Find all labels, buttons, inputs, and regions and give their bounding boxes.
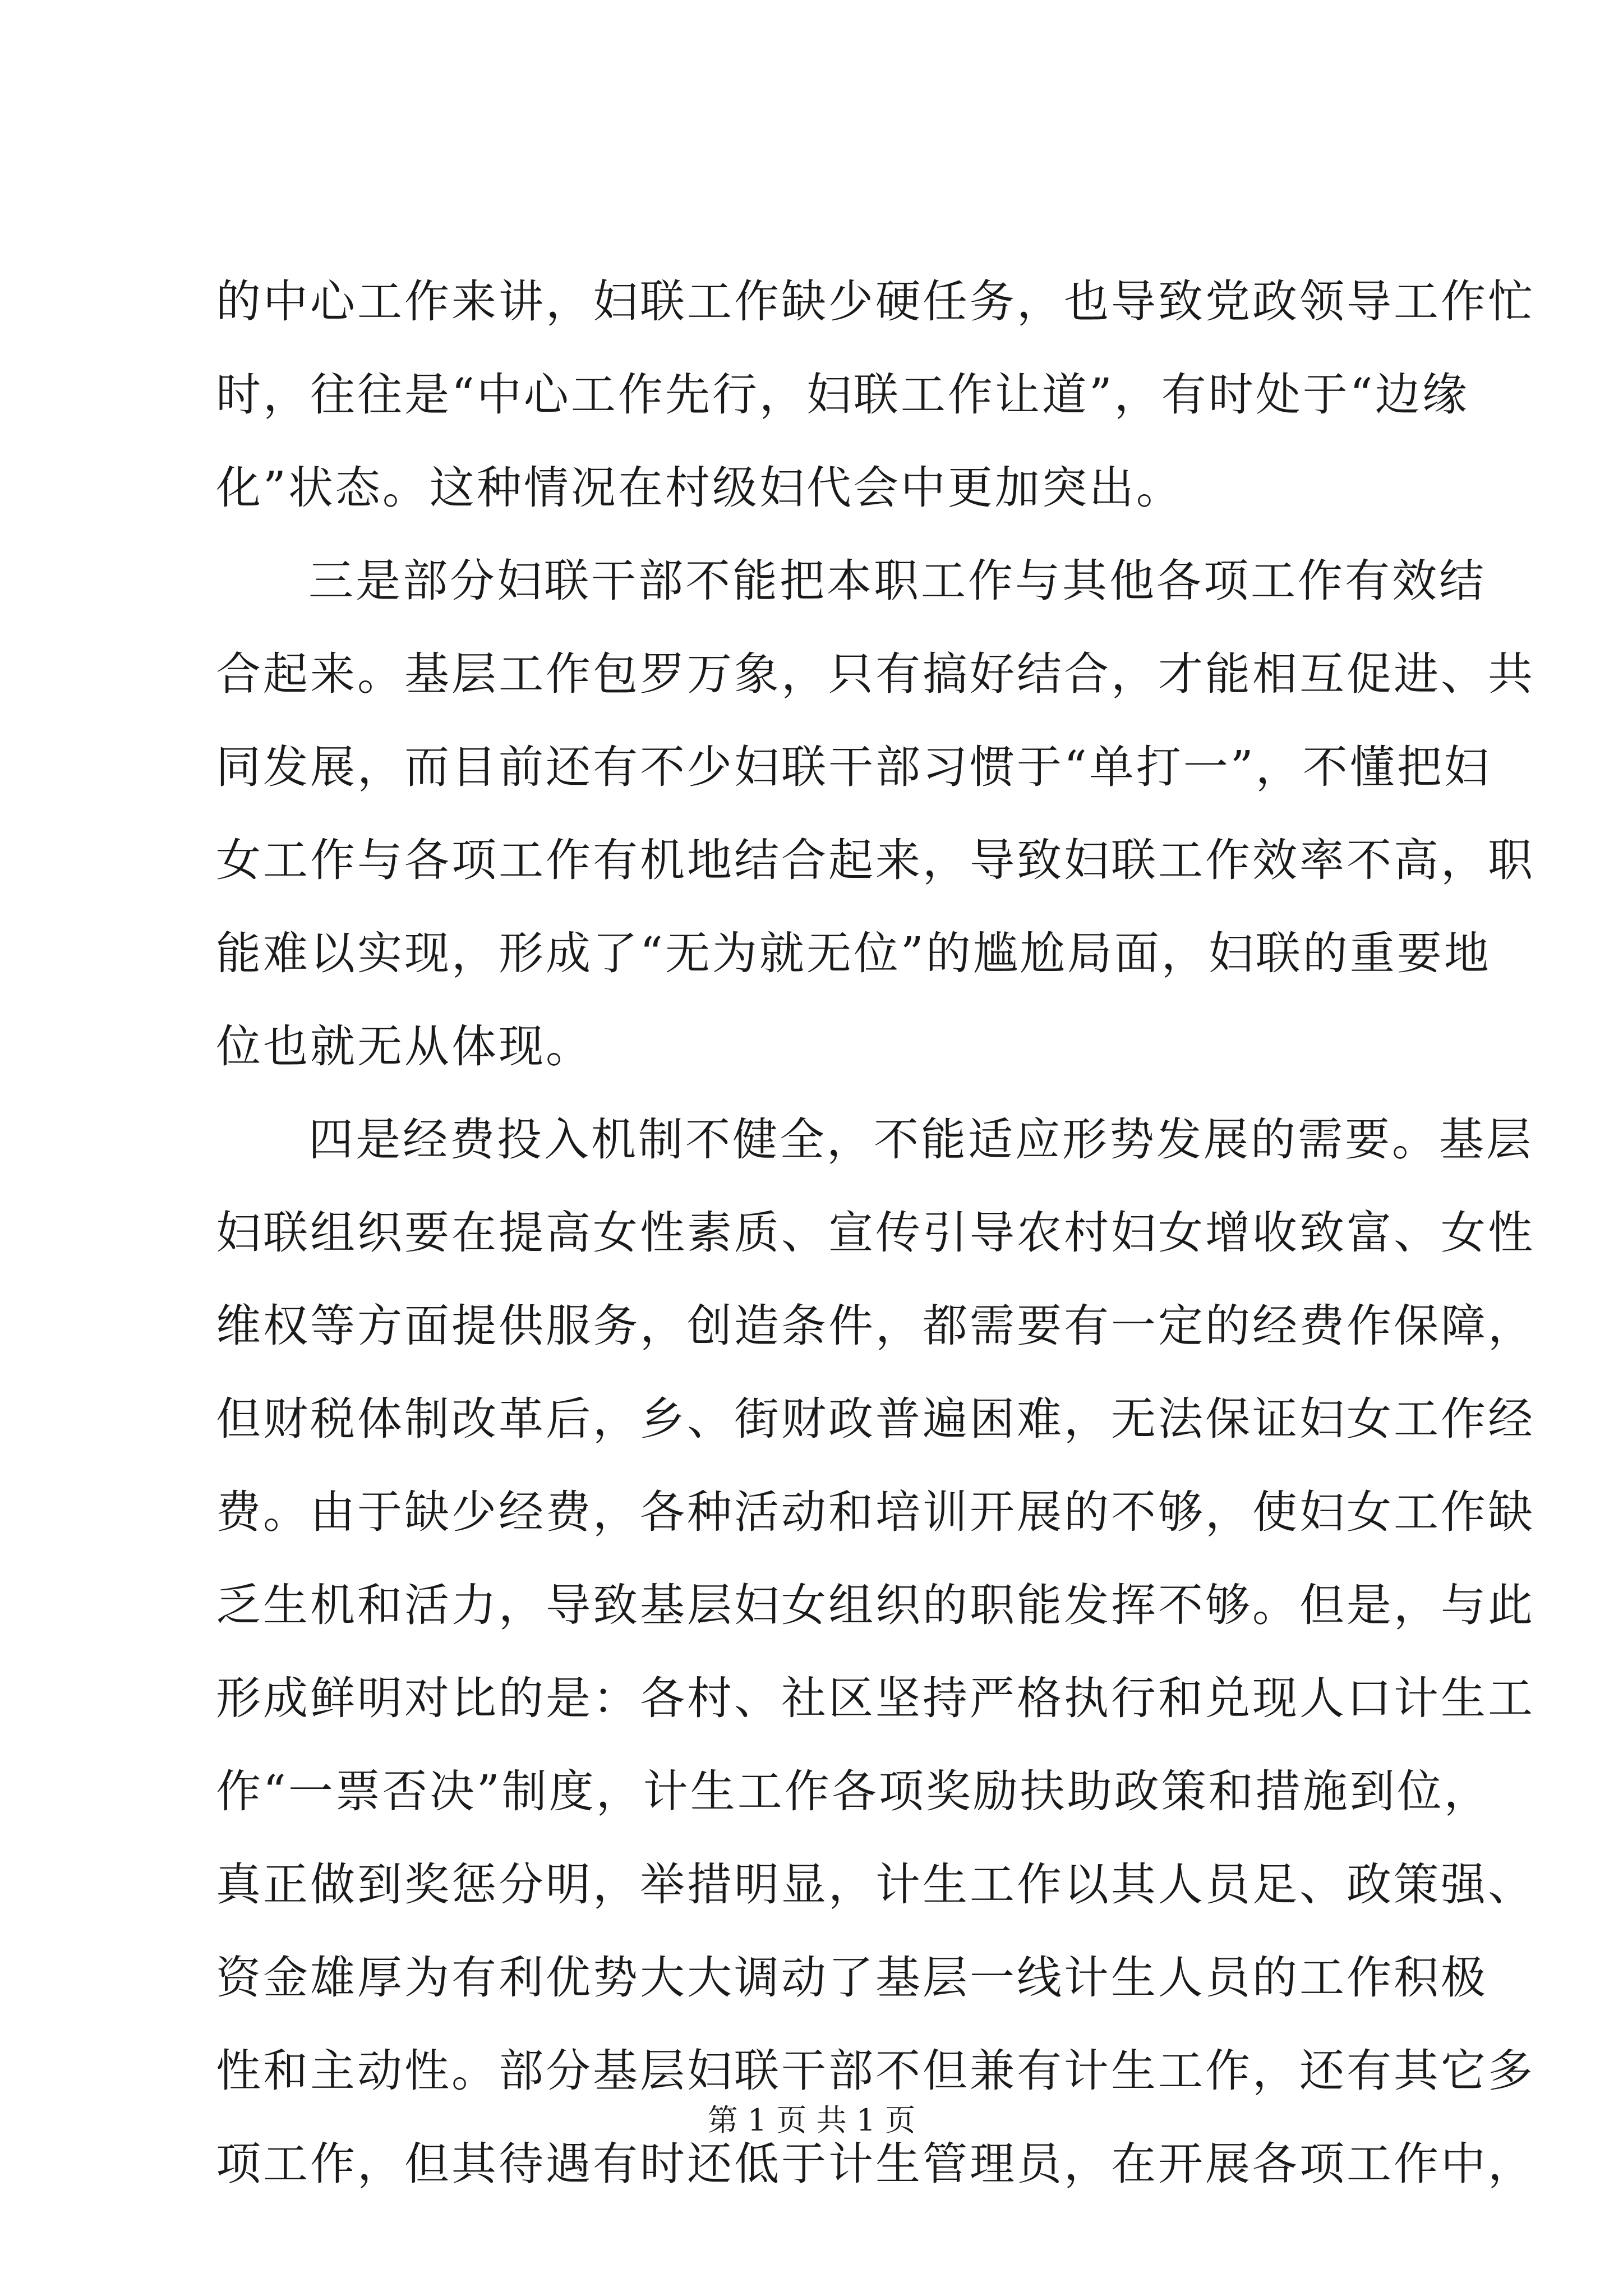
body-line: 合起来。基层工作包罗万象，只有搞好结合，才能相互促进、共 bbox=[216, 648, 1535, 700]
body-line: 女工作与各项工作有机地结合起来，导致妇联工作效率不高，职 bbox=[216, 834, 1535, 886]
body-line: 性和主动性。部分基层妇联干部不但兼有计生工作，还有其它多 bbox=[216, 2045, 1535, 2097]
body-line: 资金雄厚为有利优势大大调动了基层一线计生人员的工作积极 bbox=[216, 1952, 1488, 2004]
body-line: 形成鲜明对比的是：各村、社区坚持严格执行和兑现人口计生工 bbox=[216, 1672, 1535, 1724]
body-line: 但财税体制改革后，乡、街财政普遍困难，无法保证妇女工作经 bbox=[216, 1393, 1535, 1445]
body-line: 的中心工作来讲，妇联工作缺少硬任务，也导致党政领导工作忙 bbox=[216, 275, 1535, 328]
body-line: 乏生机和活力，导致基层妇女组织的职能发挥不够。但是，与此 bbox=[216, 1579, 1535, 1631]
body-line: 位也就无从体现。 bbox=[216, 1020, 593, 1073]
body-line: 项工作，但其待遇有时还低于计生管理员，在开展各项工作中， bbox=[216, 2138, 1535, 2190]
body-line: 同发展，而目前还有不少妇联干部习惯于“单打一”，不懂把妇 bbox=[216, 741, 1491, 793]
body-line: 真正做到奖惩分明，举措明显，计生工作以其人员足、政策强、 bbox=[216, 1858, 1535, 1911]
body-line: 费。由于缺少经费，各种活动和培训开展的不够，使妇女工作缺 bbox=[216, 1486, 1535, 1538]
page-number-footer: 第 1 页 共 1 页 bbox=[707, 2102, 916, 2138]
body-line: 维权等方面提供服务，创造条件，都需要有一定的经费作保障， bbox=[216, 1300, 1535, 1352]
body-line: 能难以实现，形成了“无为就无位”的尴尬局面，妇联的重要地 bbox=[216, 927, 1491, 979]
document-body bbox=[216, 255, 1535, 2211]
body-line: 作“一票否决”制度，计生工作各项奖励扶助政策和措施到位， bbox=[216, 1765, 1491, 1818]
body-line: 化”状态。这种情况在村级妇代会中更加突出。 bbox=[216, 462, 1183, 514]
paragraph-start-line: 四是经费投入机制不健全，不能适应形势发展的需要。基层 bbox=[308, 1114, 1533, 1166]
body-line: 时，往往是“中心工作先行，妇联工作让道”，有时处于“边缘 bbox=[216, 369, 1469, 421]
paragraph-start-line: 三是部分妇联干部不能把本职工作与其他各项工作有效结 bbox=[308, 555, 1486, 607]
body-line: 妇联组织要在提高女性素质、宣传引导农村妇女增收致富、女性 bbox=[216, 1207, 1535, 1259]
